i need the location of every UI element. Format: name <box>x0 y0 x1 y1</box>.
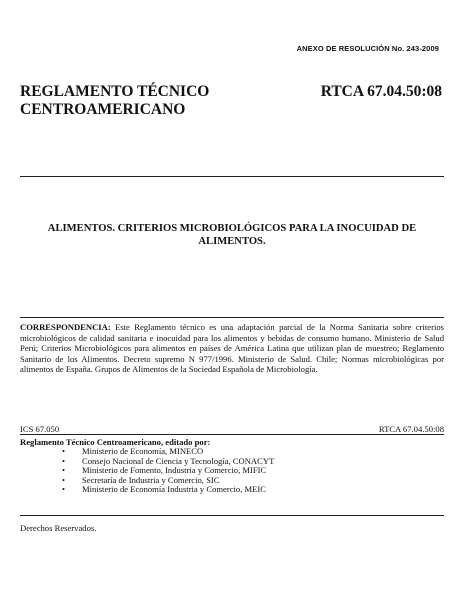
ministries-list <box>62 447 274 495</box>
bullet-icon: • <box>62 484 66 495</box>
ministry-name: Ministerio de Economía, MINECO <box>82 446 204 456</box>
bullet-icon: • <box>62 455 66 466</box>
edited-by-heading: Reglamento Técnico Centroamericano, editado por: <box>20 437 211 447</box>
ministry-name: Ministerio de Fomento, Industria y Comercio, MIFIC <box>82 465 267 476</box>
main-title-line-2: ALIMENTOS. <box>198 236 266 247</box>
divider-top <box>20 176 444 177</box>
document-series-title <box>20 83 209 119</box>
divider-rights <box>20 515 444 516</box>
document-main-title <box>20 222 444 248</box>
annex-resolution-number: ANEXO DE RESOLUCIÓN No. 243-2009 <box>296 44 439 53</box>
bullet-icon: • <box>62 446 66 456</box>
correspondence-text: Este Reglamento técnico es una adaptación parcial de la Norma Sanitaria sobre criterios microbiológicos de calidad sanitaria e inocuidad para los alimentos y bebidas de consumo humano. Ministerio de Salud Perú; Criterios Microbiológicos para alimentos en países de América Latina que utilizan plan de muestreo; Reglamento Sanitario de los Alimentos. Decreto supremo N 977/1996. Ministerio de Salud. Chile; Normas microbiológicas por alimentos de España. Grupos de Alimentos de la Sociedad Española de Microbiología. <box>20 322 444 375</box>
divider-correspondence <box>20 317 444 318</box>
main-title-line-1: ALIMENTOS. CRITERIOS MICROBIOLÓGICOS PARA LA INOCUIDAD DE <box>47 223 417 234</box>
ministry-name: Consejo Nacional de Ciencia y Tecnología, CONACYT <box>82 455 275 466</box>
document-code: RTCA 67.04.50:08 <box>320 83 442 100</box>
ministry-name: Secretaría de Industria y Comercio, SIC <box>82 474 220 485</box>
footer-rtca-code: RTCA 67.04.50:08 <box>378 424 444 434</box>
ministry-name: Ministerio de Economía Industria y Comercio, MEIC <box>82 484 267 495</box>
bullet-icon: • <box>62 465 66 476</box>
ics-code: ICS 67.050 <box>20 424 60 434</box>
rights-notice: Derechos Reservados. <box>20 523 97 533</box>
bullet-icon: • <box>62 474 66 485</box>
divider-ics <box>20 434 444 435</box>
series-title-line-1: REGLAMENTO TÉCNICO <box>20 83 210 100</box>
correspondence-paragraph <box>20 322 444 375</box>
correspondence-label: CORRESPONDENCIA: <box>20 322 111 332</box>
list-item <box>62 485 274 495</box>
series-title-line-2: CENTROAMERICANO <box>20 101 186 118</box>
